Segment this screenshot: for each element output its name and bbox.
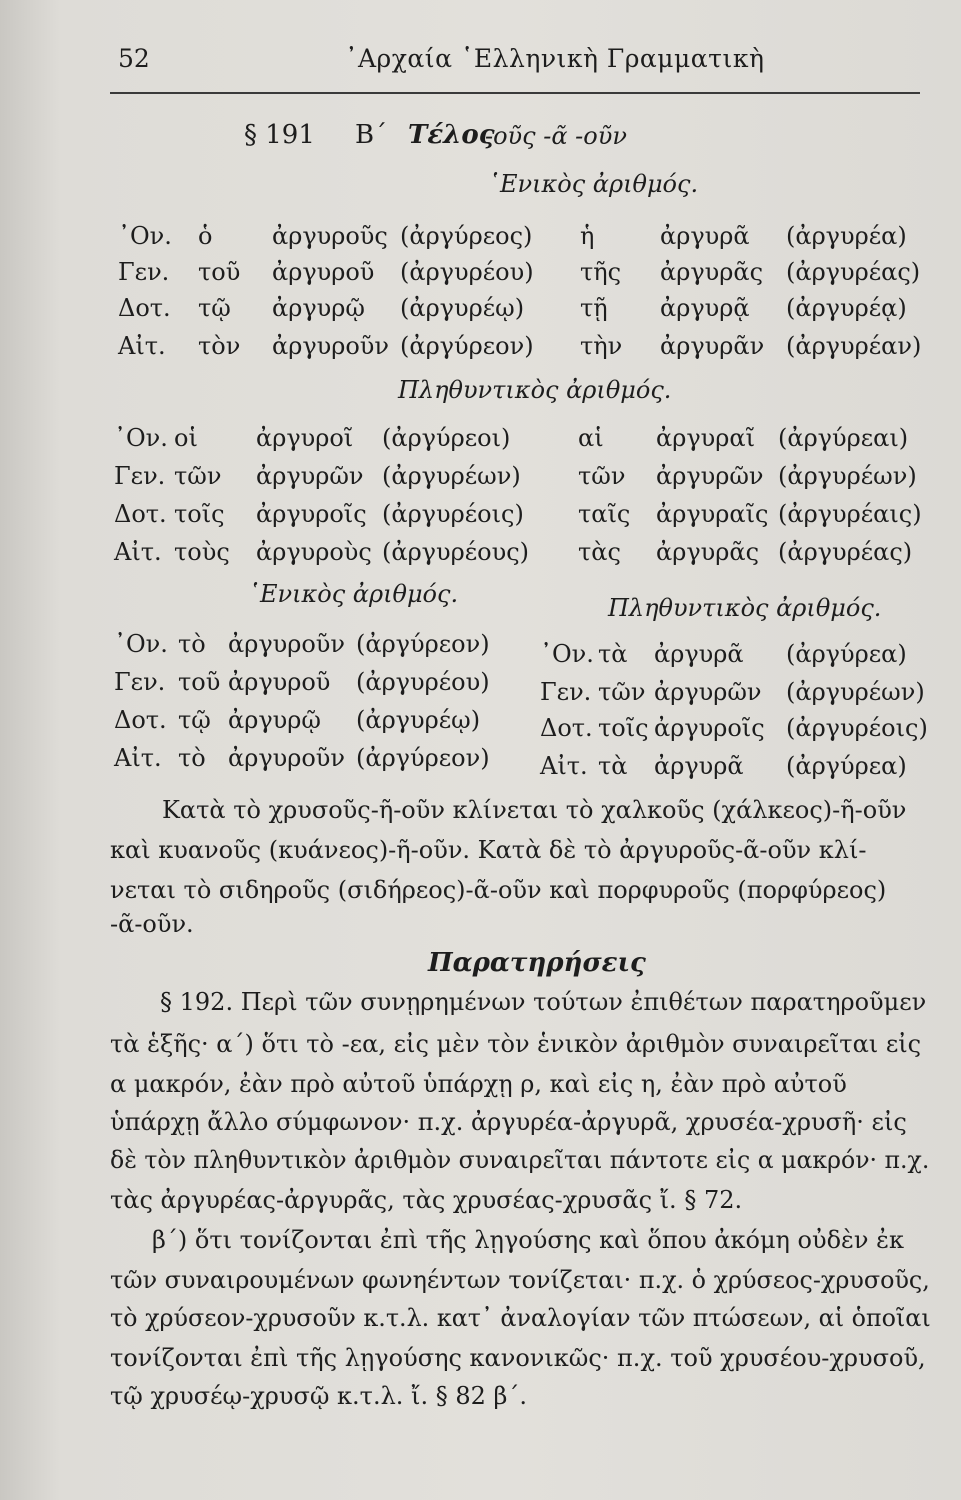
uncontracted-neuter: (ἀργυρέων)	[786, 678, 925, 706]
article-feminine: τῇ	[580, 294, 608, 322]
article-neuter: τὰ	[598, 640, 628, 668]
case-label: Γεν.	[540, 678, 592, 706]
form-masculine: ἀργυρῶν	[256, 462, 364, 490]
form-masculine: ἀργυροῦ	[272, 258, 375, 286]
article-masculine: οἱ	[174, 424, 198, 452]
article-masculine: τὸν	[198, 332, 241, 360]
case-label: Αἰτ.	[540, 752, 588, 780]
form-neuter: ἀργυρῷ	[228, 706, 321, 734]
form-neuter: ἀργυρᾶ	[654, 752, 744, 780]
form-feminine: ἀργυρᾷ	[660, 294, 750, 322]
text-line: τῶν συναιρουμένων φωνηέντων τονίζεται· π.χ. ὁ χρύσεος-χρυσοῦς,	[110, 1266, 930, 1294]
running-title: ᾿Αρχαία ῾Ελληνικὴ Γραμματικὴ	[345, 44, 765, 73]
text-line: νεται τὸ σιδηροῦς (σιδήρεος)-ᾶ-οῦν καὶ πορφυροῦς (πορφύρεος)	[110, 876, 887, 904]
uncontracted-feminine: (ἀργυρέαν)	[786, 332, 922, 360]
uncontracted-masculine: (ἀργυρέῳ)	[400, 294, 525, 322]
case-label: ᾿Ον.	[540, 640, 594, 668]
form-neuter: ἀργυροῦ	[228, 668, 331, 696]
text-line: -ᾶ-οῦν.	[110, 910, 194, 938]
form-feminine: ἀργυρᾶν	[660, 332, 765, 360]
uncontracted-feminine: (ἀργυρέας)	[786, 258, 921, 286]
article-masculine: τῷ	[198, 294, 231, 322]
singular-heading: ῾Ενικὸς ἀριθμός.	[488, 170, 699, 198]
case-label: Γεν.	[118, 258, 170, 286]
form-neuter: ἀργυροῖς	[654, 714, 765, 742]
article-neuter: τῷ	[178, 706, 211, 734]
case-label: Δοτ.	[118, 294, 171, 322]
article-feminine: ταῖς	[578, 500, 631, 528]
section-endings: -οῦς -ᾶ -οῦν	[485, 122, 627, 150]
neuter-singular-heading: ῾Ενικὸς ἀριθμός.	[248, 580, 459, 608]
case-label: ᾿Ον.	[114, 630, 168, 658]
uncontracted-masculine: (ἀργύρεον)	[400, 332, 534, 360]
uncontracted-masculine: (ἀργυρέοις)	[382, 500, 524, 528]
article-feminine: αἱ	[578, 424, 604, 452]
case-label: Δοτ.	[540, 714, 593, 742]
remarks-heading: Παρατηρήσεις	[428, 948, 646, 978]
case-label: Γεν.	[114, 462, 166, 490]
uncontracted-feminine: (ἀργυρέας)	[778, 538, 913, 566]
uncontracted-masculine: (ἀργυρέων)	[382, 462, 521, 490]
uncontracted-neuter: (ἀργύρεα)	[786, 640, 907, 668]
form-neuter: ἀργυρᾶ	[654, 640, 744, 668]
case-label: Αἰτ.	[114, 538, 162, 566]
uncontracted-neuter: (ἀργυρέου)	[356, 668, 490, 696]
text-line: δὲ τὸν πληθυντικὸν ἀριθμὸν συναιρεῖται πάντοτε εἰς α μακρόν· π.χ.	[110, 1146, 930, 1174]
article-neuter: τοῖς	[598, 714, 649, 742]
uncontracted-masculine: (ἀργυρέου)	[400, 258, 534, 286]
form-masculine: ἀργυρῷ	[272, 294, 365, 322]
uncontracted-masculine: (ἀργύρεοι)	[382, 424, 511, 452]
uncontracted-feminine: (ἀργυρέων)	[778, 462, 917, 490]
article-neuter: τῶν	[598, 678, 646, 706]
plural-heading: Πληθυντικὸς ἀριθμός.	[398, 376, 672, 404]
article-neuter: τοῦ	[178, 668, 221, 696]
article-feminine: τῶν	[578, 462, 626, 490]
form-masculine: ἀργυροῦς	[272, 222, 388, 250]
article-feminine: τῆς	[580, 258, 622, 286]
case-label: Δοτ.	[114, 706, 167, 734]
section-number: § 191	[244, 120, 315, 150]
form-feminine: ἀργυραῖ	[656, 424, 755, 452]
article-feminine: τὴν	[580, 332, 623, 360]
uncontracted-neuter: (ἀργύρεον)	[356, 744, 490, 772]
uncontracted-masculine: (ἀργύρεος)	[400, 222, 533, 250]
form-masculine: ἀργυροὺς	[256, 538, 372, 566]
article-feminine: τὰς	[578, 538, 621, 566]
uncontracted-feminine: (ἀργύρεαι)	[778, 424, 909, 452]
section-label: Β΄	[355, 120, 388, 150]
page-number: 52	[118, 44, 150, 73]
form-feminine: ἀργυρᾶ	[660, 222, 750, 250]
uncontracted-neuter: (ἀργυρέῳ)	[356, 706, 481, 734]
case-label: ᾿Ον.	[118, 222, 172, 250]
article-neuter: τὸ	[178, 630, 206, 658]
article-masculine: τῶν	[174, 462, 222, 490]
form-neuter: ἀργυρῶν	[654, 678, 762, 706]
case-label: ᾿Ον.	[114, 424, 168, 452]
article-neuter: τὸ	[178, 744, 206, 772]
text-line: ὑπάρχῃ ἄλλο σύμφωνον· π.χ. ἀργυρέα-ἀργυρᾶ, χρυσέα-χρυσῆ· εἰς	[110, 1108, 907, 1136]
uncontracted-feminine: (ἀργυρέᾳ)	[786, 294, 907, 322]
form-masculine: ἀργυροῖς	[256, 500, 367, 528]
form-neuter: ἀργυροῦν	[228, 630, 345, 658]
case-label: Αἰτ.	[118, 332, 166, 360]
article-masculine: τοῖς	[174, 500, 225, 528]
case-label: Γεν.	[114, 668, 166, 696]
uncontracted-feminine: (ἀργυρέα)	[786, 222, 907, 250]
form-feminine: ἀργυραῖς	[656, 500, 769, 528]
uncontracted-neuter: (ἀργυρέοις)	[786, 714, 928, 742]
text-line: τὰς ἀργυρέας-ἀργυρᾶς, τὰς χρυσέας-χρυσᾶς ἴ. § 72.	[110, 1186, 743, 1214]
text-line: τονίζονται ἐπὶ τῆς λῃγούσης κανονικῶς· π.χ. τοῦ χρυσέου-χρυσοῦ,	[110, 1344, 926, 1372]
form-masculine: ἀργυροῖ	[256, 424, 354, 452]
form-neuter: ἀργυροῦν	[228, 744, 345, 772]
text-line: τὰ ἑξῆς· α΄) ὅτι τὸ -εα, εἰς μὲν τὸν ἑνικὸν ἀριθμὸν συναιρεῖται εἰς	[110, 1030, 922, 1058]
text-line: τῷ χρυσέῳ-χρυσῷ κ.τ.λ. ἴ. § 82 β΄.	[110, 1382, 528, 1410]
form-feminine: ἀργυρῶν	[656, 462, 764, 490]
form-feminine: ἀργυρᾶς	[656, 538, 760, 566]
text-line: α μακρόν, ἐὰν πρὸ αὐτοῦ ὑπάρχῃ ρ, καὶ εἰς η, ἐὰν πρὸ αὐτοῦ	[110, 1070, 847, 1098]
header-rule	[110, 92, 920, 94]
case-label: Αἰτ.	[114, 744, 162, 772]
neuter-plural-heading: Πληθυντικὸς ἀριθμός.	[608, 594, 882, 622]
form-masculine: ἀργυροῦν	[272, 332, 389, 360]
article-masculine: ὁ	[198, 222, 213, 250]
text-line: καὶ κυανοῦς (κυάνεος)-ῆ-οῦν. Κατὰ δὲ τὸ ἀργυροῦς-ᾶ-οῦν κλί-	[110, 836, 867, 864]
uncontracted-neuter: (ἀργύρεα)	[786, 752, 907, 780]
form-feminine: ἀργυρᾶς	[660, 258, 764, 286]
article-masculine: τοῦ	[198, 258, 241, 286]
uncontracted-feminine: (ἀργυρέαις)	[778, 500, 922, 528]
uncontracted-neuter: (ἀργύρεον)	[356, 630, 490, 658]
text-line: § 192. Περὶ τῶν συνῃρημένων τούτων ἐπιθέτων παρατηροῦμεν	[160, 988, 927, 1016]
article-masculine: τοὺς	[174, 538, 230, 566]
section-title: Τέλος	[408, 120, 495, 150]
text-line: Κατὰ τὸ χρυσοῦς-ῆ-οῦν κλίνεται τὸ χαλκοῦς (χάλκεος)-ῆ-οῦν	[162, 796, 907, 824]
uncontracted-masculine: (ἀργυρέους)	[382, 538, 529, 566]
case-label: Δοτ.	[114, 500, 167, 528]
article-feminine: ἡ	[580, 222, 595, 250]
text-line: β΄) ὅτι τονίζονται ἐπὶ τῆς λῃγούσης καὶ ὅπου ἀκόμη οὐδὲν ἐκ	[152, 1226, 905, 1254]
text-line: τὸ χρύσεον-χρυσοῦν κ.τ.λ. κατ᾿ ἀναλογίαν τῶν πτώσεων, αἱ ὁποῖαι	[110, 1304, 931, 1332]
article-neuter: τὰ	[598, 752, 628, 780]
